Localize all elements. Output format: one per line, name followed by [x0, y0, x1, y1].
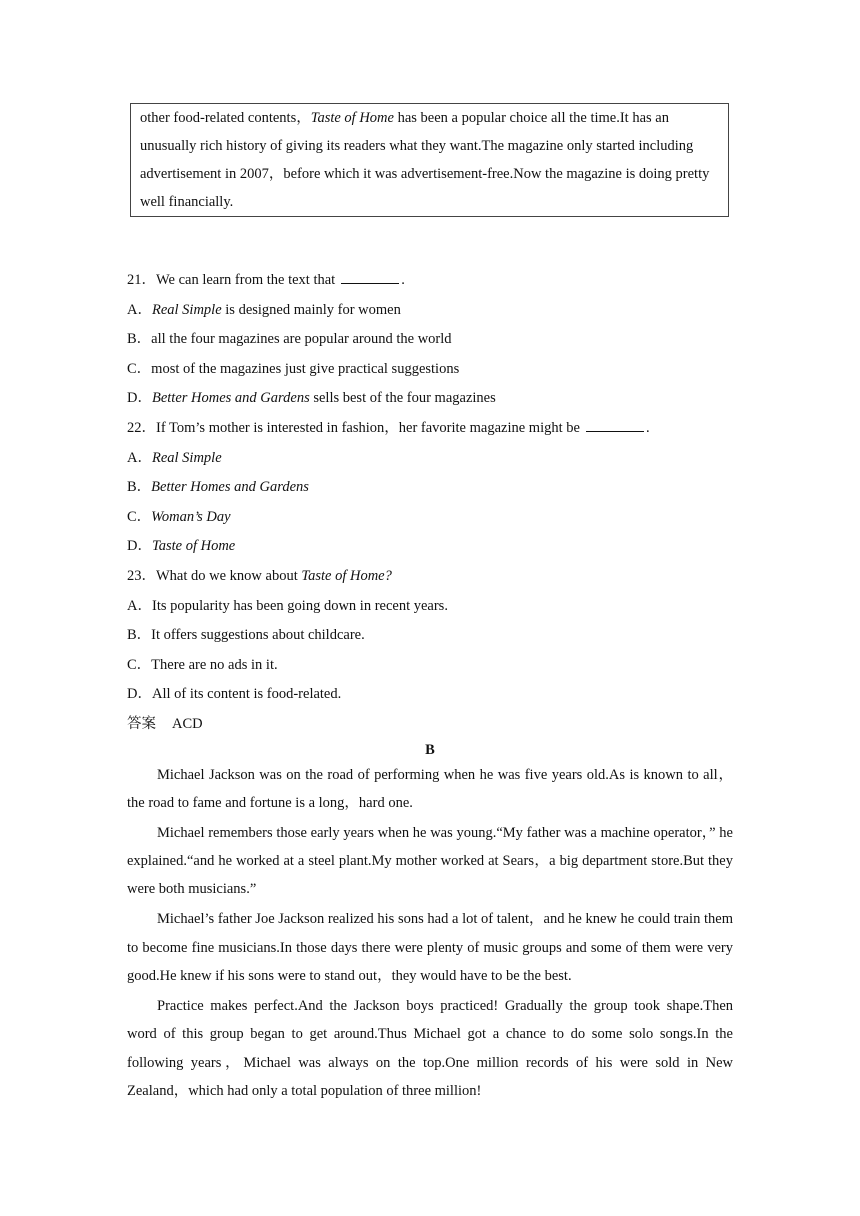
answer-value: ACD	[172, 715, 203, 732]
passage-box	[130, 103, 729, 217]
question-21-option-a	[127, 296, 737, 326]
passage-paragraph: Michael Jackson was on the road of performing when he was five years old.As is known to all，the road to fame and fortune is a long，hard one.	[127, 767, 733, 811]
question-list	[127, 266, 737, 740]
option-label: C．	[127, 360, 152, 377]
option-text: is designed mainly for women	[221, 301, 401, 318]
answer-line	[127, 710, 737, 740]
option-label: C．	[127, 656, 152, 673]
option-label: B．	[127, 479, 152, 496]
option-italic-text: Better Homes and Gardens	[151, 479, 309, 496]
question-22-option-b	[127, 473, 737, 503]
option-italic-text: Real Simple	[151, 449, 222, 466]
option-label: B．	[127, 627, 152, 644]
option-text: sells best of the four magazines	[309, 390, 496, 407]
option-italic-text: Real Simple	[151, 301, 222, 318]
option-text: There are no ads in it.	[151, 656, 278, 673]
option-label: A．	[127, 449, 152, 466]
option-text: most of the magazines just give practical suggestions	[151, 360, 460, 377]
question-21-option-d	[127, 384, 737, 414]
question-23-stem	[127, 562, 737, 592]
passage-paragraph: Michael’s father Joe Jackson realized his sons had a lot of talent，and he knew he could train them to become fine musicians.In those days there were plenty of music groups and some of them were very good.He knew if his sons were to stand out，they would have to be the best.	[127, 911, 733, 985]
question-stem-end: .	[401, 272, 405, 288]
answer-blank	[586, 418, 644, 432]
question-stem-end: .	[645, 419, 650, 436]
question-21-option-c	[127, 355, 737, 385]
question-22-option-d	[127, 532, 737, 562]
option-text: It offers suggestions about childcare.	[151, 627, 365, 644]
passage-paragraph: Michael remembers those early years when he was young.“My father was a machine operator，” he explained.“and he worked at a steel plant.My mother worked at Sears，a big department store.But they were both musicians.”	[127, 824, 733, 898]
passage-box-text-post: has been a popular choice all the time.It has an unusually rich history of giving its readers what they want.The magazine only started including advertisement in 2007，before which it was advertisement-free.Now the magazine is doing pretty well financially.	[140, 110, 710, 210]
answer-label: 答案	[127, 715, 156, 732]
question-21-option-b	[127, 325, 737, 355]
option-label: A．	[127, 597, 152, 614]
question-stem-text: 23．What do we know about	[127, 567, 302, 584]
question-22-option-c	[127, 503, 737, 533]
option-label: D．	[127, 686, 152, 703]
question-21-stem	[127, 266, 737, 296]
magazine-title: Taste of Home	[310, 110, 394, 126]
section-b-passage	[127, 762, 733, 1107]
question-23-option-b	[127, 621, 737, 651]
question-stem-italic: Taste of Home?	[301, 567, 392, 584]
option-text: all the four magazines are popular around the world	[151, 331, 452, 348]
question-stem-text: 21．We can learn from the text that	[127, 272, 336, 288]
question-22-option-a	[127, 444, 737, 474]
passage-paragraph: Practice makes perfect.And the Jackson boys practiced! Gradually the group took shape.Then word of this group began to get around.Thus Michael got a chance to do some solo songs.In the following years，Michael was always on the top.One million records of his were sold in New Zealand，which had only a total population of three million!	[127, 997, 733, 1100]
option-text: Its popularity has been going down in recent years.	[151, 597, 448, 614]
option-label: D．	[127, 538, 152, 555]
passage-box-text-pre: other food-related contents，	[140, 110, 311, 126]
option-label: D．	[127, 390, 152, 407]
option-label: C．	[127, 508, 152, 525]
answer-blank	[341, 270, 399, 284]
question-23-option-a	[127, 592, 737, 622]
question-23-option-c	[127, 651, 737, 681]
section-title: B	[425, 742, 435, 758]
option-italic-text: Woman’s Day	[151, 508, 231, 525]
option-label: A．	[127, 301, 152, 318]
question-23-option-d	[127, 680, 737, 710]
passage-box-text	[140, 104, 719, 216]
option-text: All of its content is food-related.	[151, 686, 342, 703]
option-label: B．	[127, 331, 152, 348]
option-italic-text: Taste of Home	[151, 538, 236, 555]
question-stem-text: 22．If Tom’s mother is interested in fashion，her favorite magazine might be	[127, 419, 580, 436]
question-22-stem	[127, 414, 737, 444]
option-italic-text: Better Homes and Gardens	[151, 390, 310, 407]
